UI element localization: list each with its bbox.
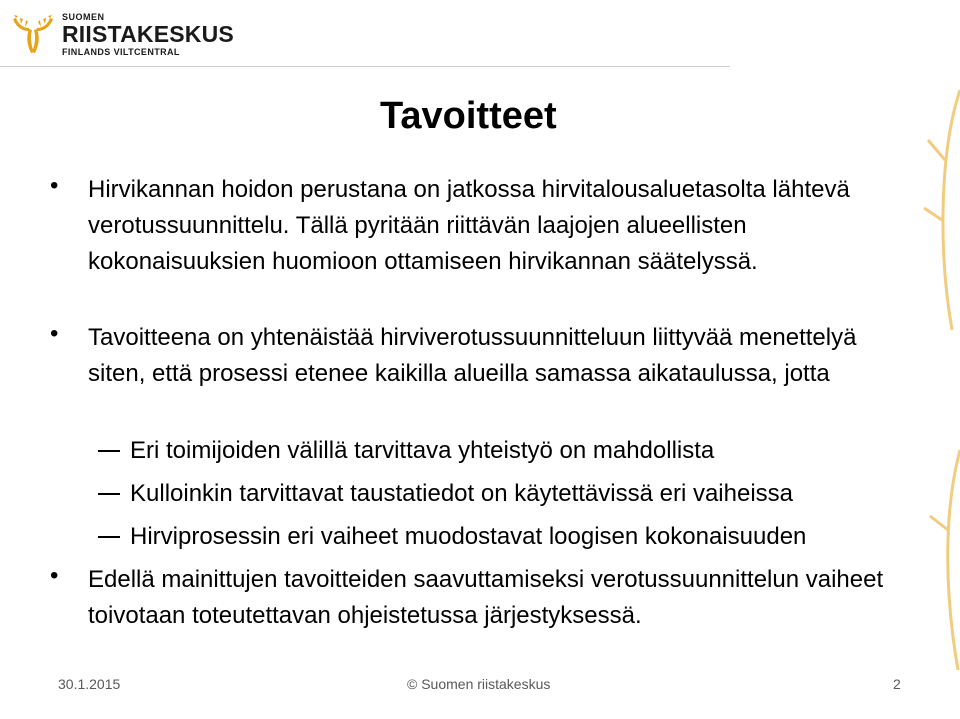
bullet-text: Hirvikannan hoidon perustana on jatkossa hirvitalousaluetasolta lähtevä verotussuunnittelu. Tällä pyritään riittävän laajojen alueellisten kokonaisuuksien huomioon ottamiseen hirvikannan säätelyssä. — [88, 176, 850, 275]
footer-page-number: 2 — [893, 676, 901, 692]
slide-title: Tavoitteet — [380, 95, 557, 137]
antler-logo-icon — [10, 15, 56, 55]
bullet-text: Tavoitteena on yhtenäistää hirviverotussuunnitteluun liittyvää menettelyä siten, että prosessi etenee kaikilla alueilla samassa aikataulussa, jotta — [88, 324, 857, 387]
dash-icon — [98, 450, 120, 452]
sub-item-text: Eri toimijoiden välillä tarvittava yhteistyö on mahdollista — [130, 437, 715, 464]
footer-copyright: © Suomen riistakeskus — [407, 676, 551, 692]
bullet-text: Edellä mainittujen tavoitteiden saavuttamiseksi verotussuunnittelun vaiheet toivotaan toteutettavan ohjeistetussa järjestyksessä. — [88, 566, 884, 629]
bullet-icon: • — [50, 320, 59, 347]
sub-item-text: Kulloinkin tarvittavat taustatiedot on käytettävissä eri vaiheissa — [130, 480, 794, 507]
bullet-icon: • — [50, 562, 59, 589]
logo-main-text: RIISTAKESKUS — [62, 21, 234, 47]
footer-date: 30.1.2015 — [58, 676, 121, 692]
dash-icon — [98, 536, 120, 538]
riistakeskus-logo — [10, 10, 234, 60]
sub-item-text: Hirviprosessin eri vaiheet muodostavat loogisen kokonaisuuden — [130, 523, 807, 550]
dash-icon — [98, 493, 120, 495]
bullet-icon: • — [50, 172, 59, 199]
logo-sub-text: FINLANDS VILTCENTRAL — [62, 47, 180, 57]
header-divider — [0, 66, 730, 67]
logo-top-text: SUOMEN — [62, 12, 105, 22]
